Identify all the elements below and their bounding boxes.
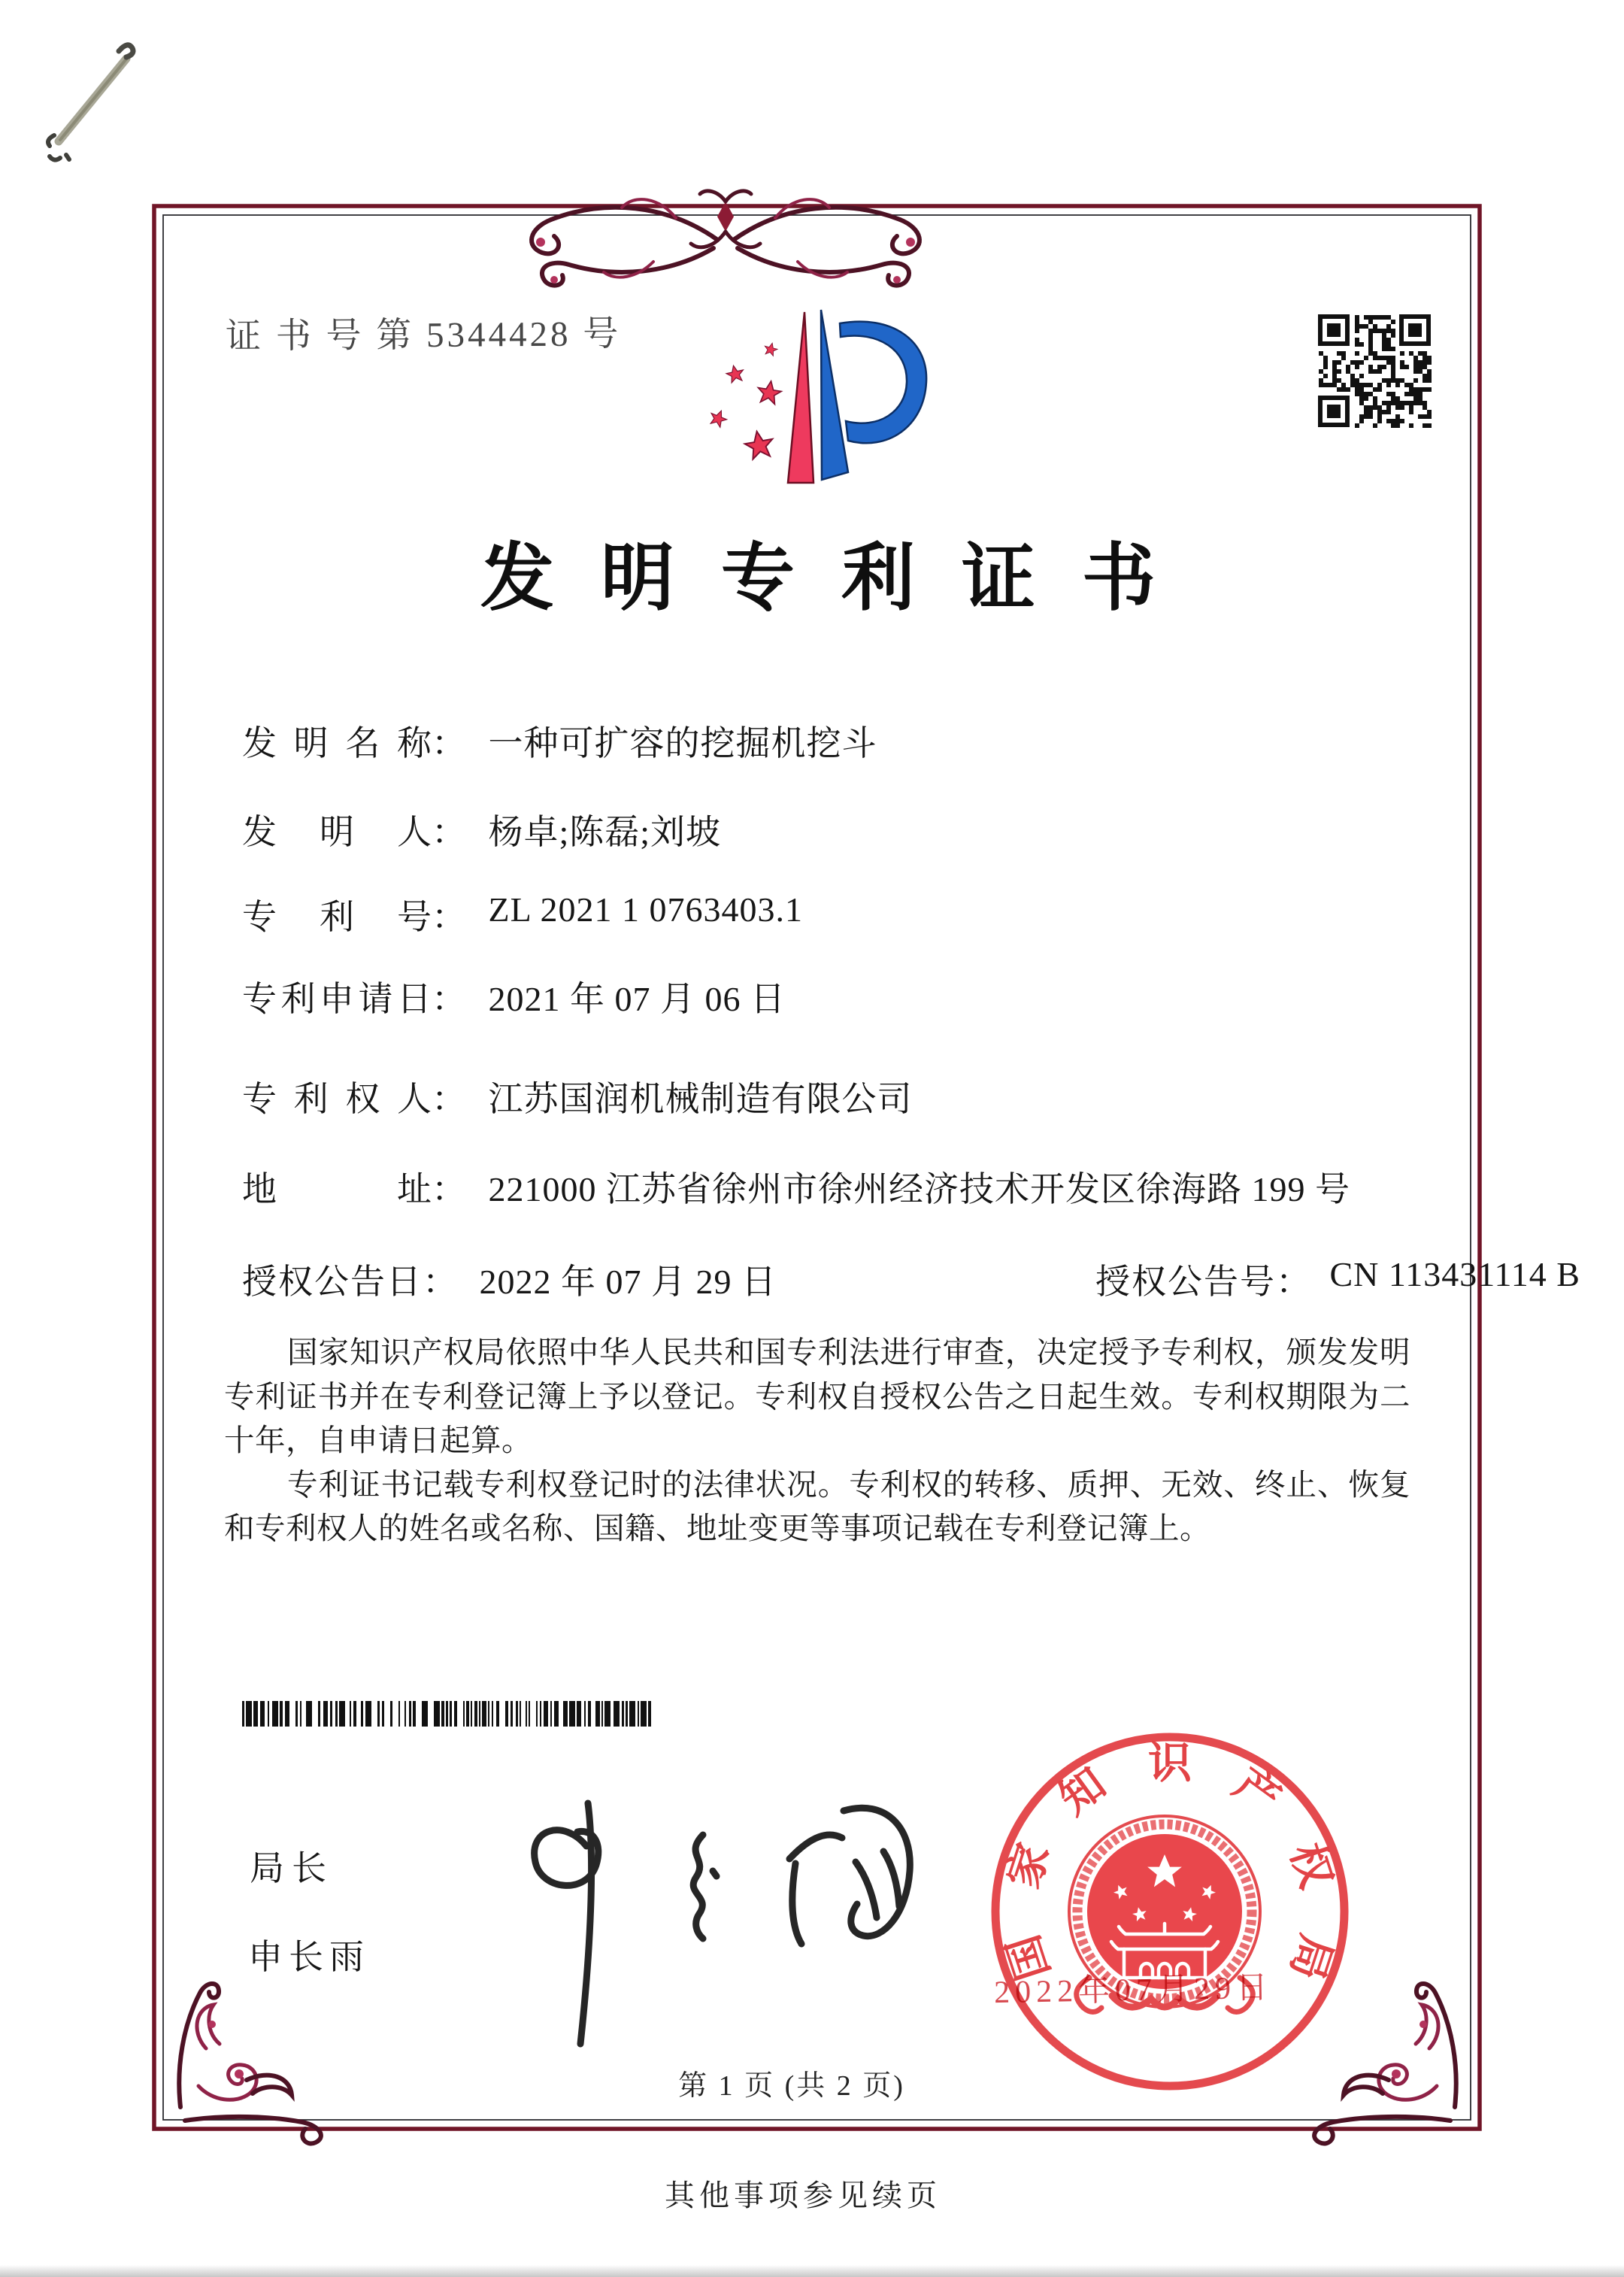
field-label: 发明人	[242, 813, 432, 851]
field-value: 一种可扩容的挖掘机挖斗	[488, 724, 877, 763]
field-colon: ：	[432, 898, 466, 936]
field-row-inventors	[242, 805, 721, 853]
field-colon: ：	[432, 980, 466, 1018]
field-label: 授权公告日	[242, 1263, 423, 1301]
seal-ring-char: 局	[1280, 1929, 1341, 1986]
seal-date: 2022年07月29日	[993, 1970, 1274, 2011]
commissioner-title: 局长	[250, 1849, 334, 1887]
field-value: ZL 2021 1 0763403.1	[488, 890, 803, 929]
seal-ring-char: 识	[1147, 1739, 1192, 1787]
field-label: 发明名称	[242, 724, 432, 763]
qr-code	[1318, 314, 1432, 429]
field-row-patent-number	[242, 890, 803, 938]
field-value: 2021 年 07 月 06 日	[488, 980, 786, 1018]
commissioner-name: 申长雨	[248, 1938, 370, 1976]
legal-text	[224, 1331, 1410, 1551]
legal-paragraph: 国家知识产权局依照中华人民共和国专利法进行审查，决定授予专利权，颁发发明专利证书并在专利登记簿上予以登记。专利权自授权公告之日起生效。专利权期限为二十年，自申请日起算。	[224, 1336, 1410, 1457]
seal-ring-char: 国	[998, 1929, 1059, 1986]
field-value: 221000 江苏省徐州市徐州经济技术开发区徐海路 199 号	[488, 1170, 1350, 1208]
field-value: CN 113431114 B	[1329, 1255, 1580, 1293]
seal-ring-char: 家	[998, 1837, 1059, 1894]
cnipa-logo	[677, 293, 977, 511]
legal-paragraph: 专利证书记载专利权登记时的法律状况。专利权的转移、质押、无效、终止、恢复和专利权人的姓名或名称、国籍、地址变更等事项记载在专利登记簿上。	[224, 1467, 1410, 1545]
seal-ring-char: 产	[1225, 1758, 1289, 1824]
field-label: 地址	[242, 1170, 432, 1208]
commissioner-signature	[474, 1790, 955, 2060]
field-row-address	[242, 1162, 1350, 1210]
page-number: 第 1 页 (共 2 页)	[678, 2070, 905, 2102]
field-colon: ：	[432, 1170, 466, 1208]
field-row-invention-name	[242, 716, 877, 764]
field-colon: ：	[1276, 1263, 1310, 1301]
field-colon: ：	[432, 1080, 466, 1118]
field-label: 专利申请日	[242, 980, 432, 1018]
field-colon: ：	[432, 724, 466, 763]
field-row-patentee	[242, 1072, 913, 1120]
field-value: 江苏国润机械制造有限公司	[488, 1080, 913, 1118]
certificate-number: 证 书 号 第 5344428 号	[225, 314, 622, 356]
certificate-title: 发明专利证书	[480, 538, 1202, 620]
seal-ring-char: 权	[1280, 1837, 1341, 1894]
field-colon: ：	[432, 813, 466, 851]
barcode	[242, 1701, 654, 1727]
field-label: 专利权人	[242, 1080, 432, 1118]
grant-number-group	[1095, 1254, 1580, 1304]
seal-ring-char: 知	[1050, 1758, 1115, 1824]
field-row-filing-date	[242, 972, 786, 1020]
continuation-note: 其他事项参见续页	[665, 2178, 941, 2212]
field-value: 2022 年 07 月 29 日	[479, 1263, 777, 1301]
scan-edge-shadow	[0, 2265, 1624, 2277]
field-value: 杨卓;陈磊;刘坡	[488, 813, 722, 851]
field-label: 授权公告号	[1095, 1263, 1276, 1301]
field-label: 专利号	[242, 898, 432, 936]
field-row-grant-date	[242, 1254, 1580, 1302]
field-colon: ：	[423, 1263, 457, 1301]
official-seal	[967, 1709, 1373, 2115]
